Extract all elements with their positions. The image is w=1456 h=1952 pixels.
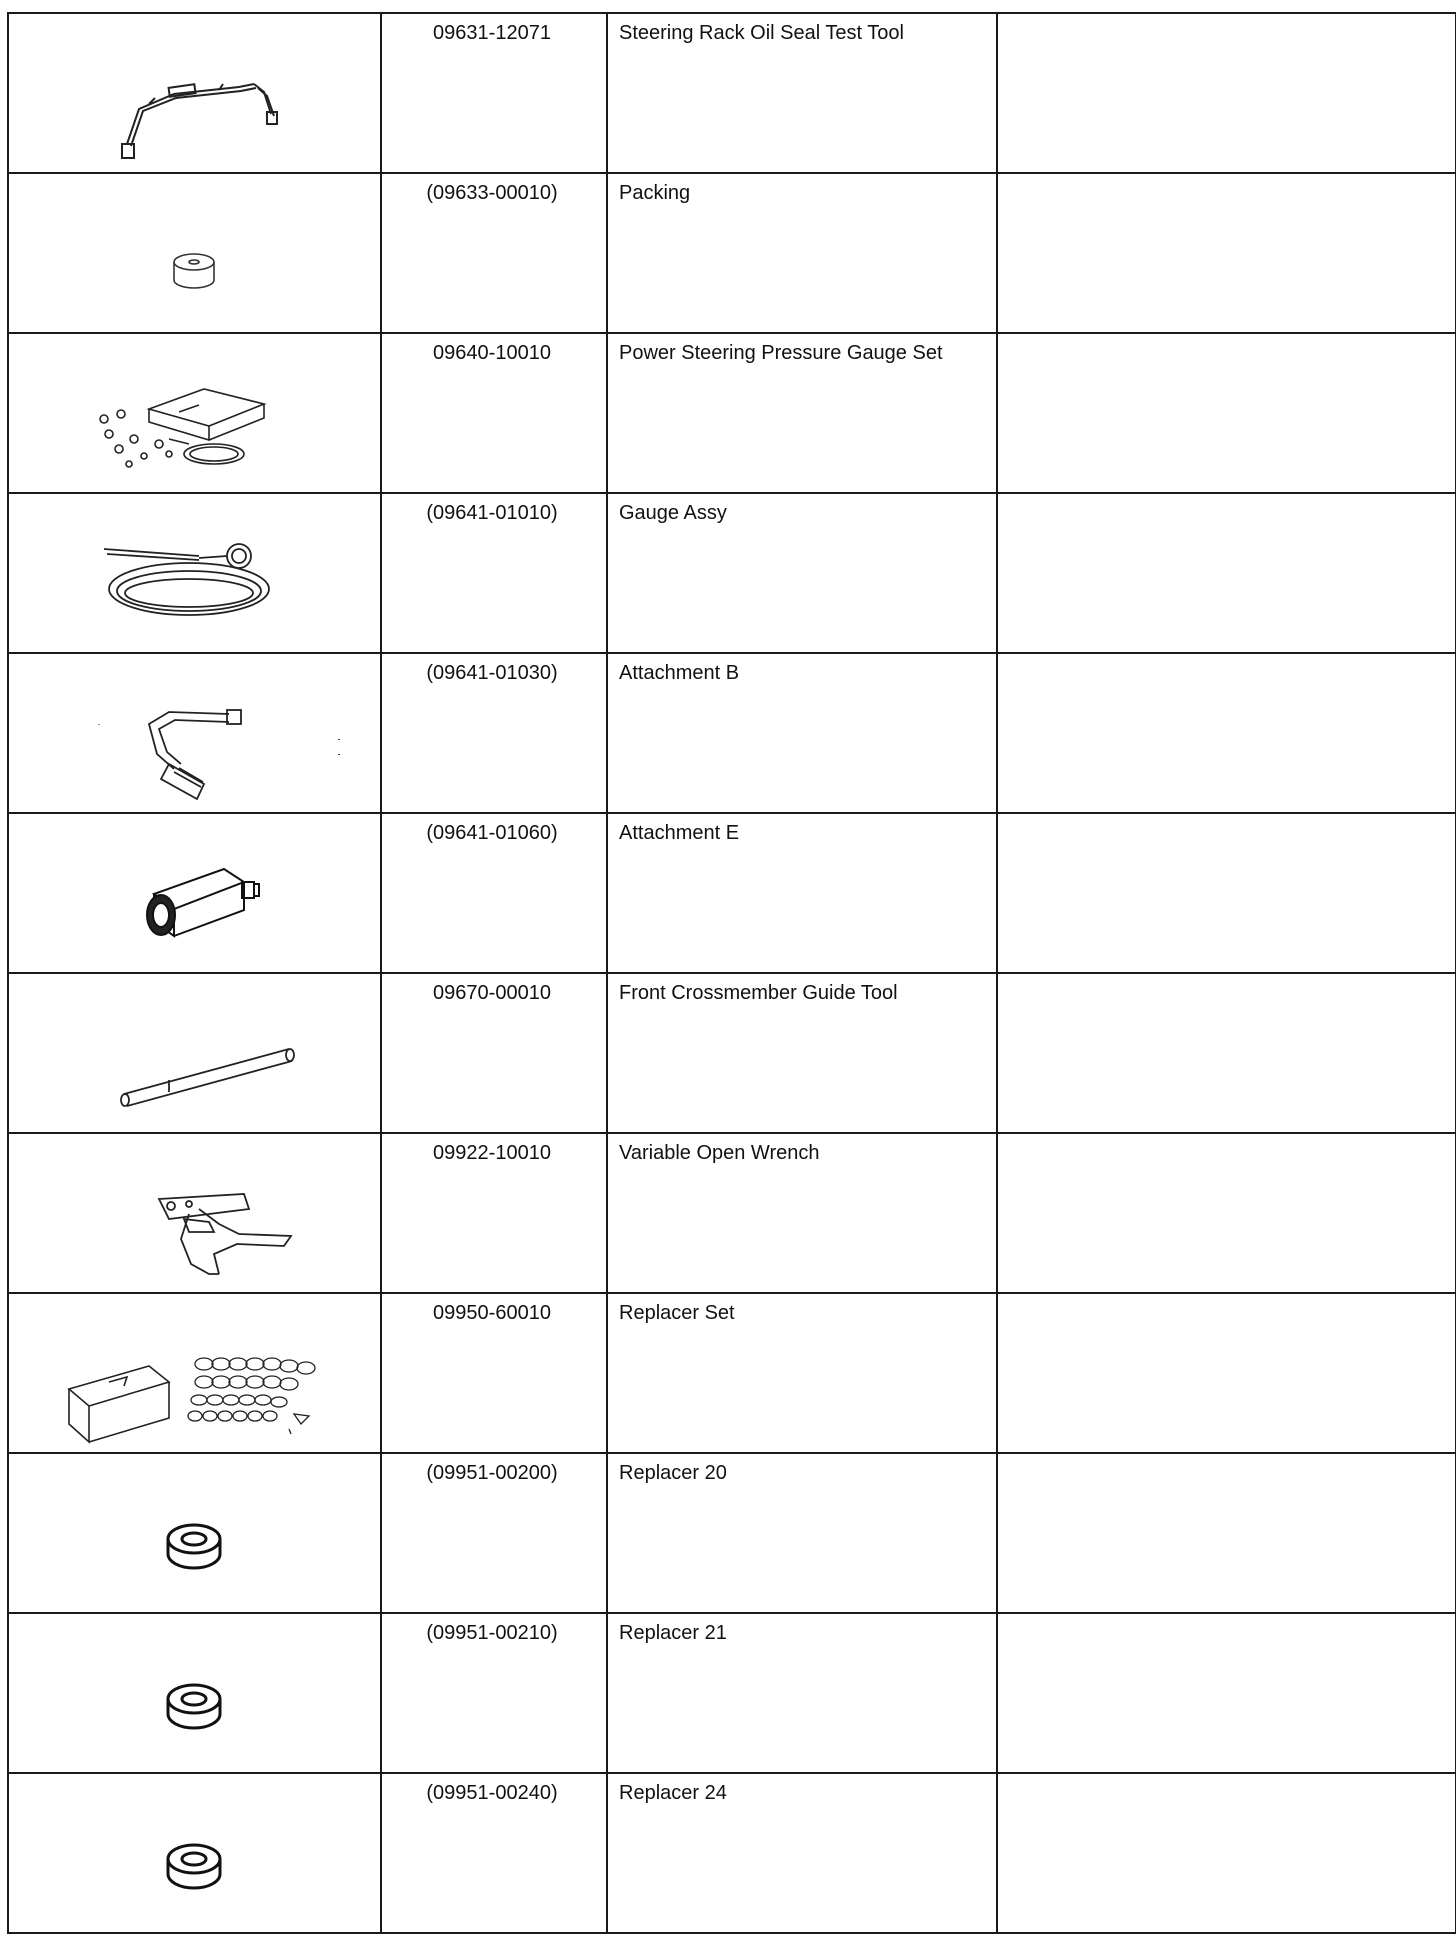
table-row bbox=[8, 813, 1456, 973]
tool-illustration-cell bbox=[8, 1613, 381, 1773]
tool-name-cell bbox=[607, 1773, 997, 1933]
part-number: 09631-12071 bbox=[433, 22, 551, 44]
pressure-gauge-set-illustration bbox=[9, 334, 380, 492]
tool-name: Packing bbox=[619, 182, 691, 204]
tool-name: Gauge Assy bbox=[619, 502, 727, 524]
tool-name: Replacer 24 bbox=[619, 1782, 727, 1804]
table-row bbox=[8, 1773, 1456, 1933]
packing-illustration bbox=[9, 174, 380, 332]
replacer-ring-illustration bbox=[9, 1614, 380, 1772]
tool-illustration-cell bbox=[8, 1133, 381, 1293]
oil-seal-test-tool-illustration bbox=[9, 14, 380, 172]
tool-name: Steering Rack Oil Seal Test Tool bbox=[619, 22, 904, 44]
tool-name-cell bbox=[607, 1453, 997, 1613]
tool-name: Replacer 20 bbox=[619, 1462, 727, 1484]
part-number-cell bbox=[381, 173, 607, 333]
tool-illustration-cell bbox=[8, 1773, 381, 1933]
replacer-ring-illustration bbox=[9, 1774, 380, 1932]
tool-illustration-cell bbox=[8, 973, 381, 1133]
note-cell bbox=[997, 653, 1456, 813]
table-row bbox=[8, 1613, 1456, 1773]
note-cell bbox=[997, 813, 1456, 973]
part-number: 09640-10010 bbox=[433, 342, 551, 364]
part-number-cell bbox=[381, 813, 607, 973]
part-number-cell bbox=[381, 1133, 607, 1293]
guide-tool-illustration bbox=[9, 974, 380, 1132]
tool-name: Replacer Set bbox=[619, 1302, 735, 1324]
part-number: 09922-10010 bbox=[433, 1142, 551, 1164]
part-number: (09951-00200) bbox=[426, 1462, 558, 1484]
part-number-cell bbox=[381, 973, 607, 1133]
note-cell bbox=[997, 493, 1456, 653]
part-number: (09633-00010) bbox=[426, 182, 558, 204]
part-number-cell bbox=[381, 1613, 607, 1773]
part-number: 09950-60010 bbox=[433, 1302, 551, 1324]
tool-name-cell bbox=[607, 173, 997, 333]
table-row bbox=[8, 1133, 1456, 1293]
part-number: (09641-01030) bbox=[426, 662, 558, 684]
tool-name-cell bbox=[607, 333, 997, 493]
part-number-cell bbox=[381, 493, 607, 653]
tool-name-cell bbox=[607, 1613, 997, 1773]
tool-name-cell bbox=[607, 1133, 997, 1293]
part-number: (09951-00210) bbox=[426, 1622, 558, 1644]
table-row bbox=[8, 653, 1456, 813]
tool-illustration-cell bbox=[8, 13, 381, 173]
tool-name: Variable Open Wrench bbox=[619, 1142, 820, 1164]
tool-name-cell bbox=[607, 13, 997, 173]
part-number: 09670-00010 bbox=[433, 982, 551, 1004]
tool-name: Attachment B bbox=[619, 662, 740, 684]
table-row bbox=[8, 493, 1456, 653]
part-number: (09641-01010) bbox=[426, 502, 558, 524]
note-cell bbox=[997, 173, 1456, 333]
tool-name-cell bbox=[607, 973, 997, 1133]
part-number-cell bbox=[381, 1293, 607, 1453]
part-number-cell bbox=[381, 13, 607, 173]
tool-name: Power Steering Pressure Gauge Set bbox=[619, 342, 943, 364]
part-number: (09951-00240) bbox=[426, 1782, 558, 1804]
part-number-cell bbox=[381, 333, 607, 493]
table-row bbox=[8, 13, 1456, 173]
part-number-cell bbox=[381, 1773, 607, 1933]
attachment-b-illustration bbox=[9, 654, 380, 812]
note-cell bbox=[997, 333, 1456, 493]
tool-illustration-cell bbox=[8, 1453, 381, 1613]
tool-illustration-cell bbox=[8, 493, 381, 653]
note-cell bbox=[997, 1613, 1456, 1773]
tool-name: Replacer 21 bbox=[619, 1622, 727, 1644]
note-cell bbox=[997, 1453, 1456, 1613]
table-row bbox=[8, 333, 1456, 493]
tool-illustration-cell bbox=[8, 173, 381, 333]
tool-illustration-cell bbox=[8, 813, 381, 973]
tool-illustration-cell bbox=[8, 653, 381, 813]
tool-name-cell bbox=[607, 1293, 997, 1453]
tool-name: Front Crossmember Guide Tool bbox=[619, 982, 898, 1004]
note-cell bbox=[997, 973, 1456, 1133]
tool-illustration-cell bbox=[8, 333, 381, 493]
table-row bbox=[8, 173, 1456, 333]
part-number-cell bbox=[381, 1453, 607, 1613]
table-row bbox=[8, 973, 1456, 1133]
replacer-set-illustration bbox=[9, 1294, 380, 1452]
note-cell bbox=[997, 13, 1456, 173]
replacer-ring-illustration bbox=[9, 1454, 380, 1612]
open-wrench-illustration bbox=[9, 1134, 380, 1292]
table-row bbox=[8, 1453, 1456, 1613]
tool-name-cell bbox=[607, 493, 997, 653]
special-service-tools-table bbox=[7, 12, 1456, 1934]
attachment-e-illustration bbox=[9, 814, 380, 972]
note-cell bbox=[997, 1293, 1456, 1453]
tool-name: Attachment E bbox=[619, 822, 740, 844]
note-cell bbox=[997, 1773, 1456, 1933]
part-number: (09641-01060) bbox=[426, 822, 558, 844]
note-cell bbox=[997, 1133, 1456, 1293]
tool-name-cell bbox=[607, 813, 997, 973]
gauge-assy-illustration bbox=[9, 494, 380, 652]
table-row bbox=[8, 1293, 1456, 1453]
tool-illustration-cell bbox=[8, 1293, 381, 1453]
tool-name-cell bbox=[607, 653, 997, 813]
part-number-cell bbox=[381, 653, 607, 813]
